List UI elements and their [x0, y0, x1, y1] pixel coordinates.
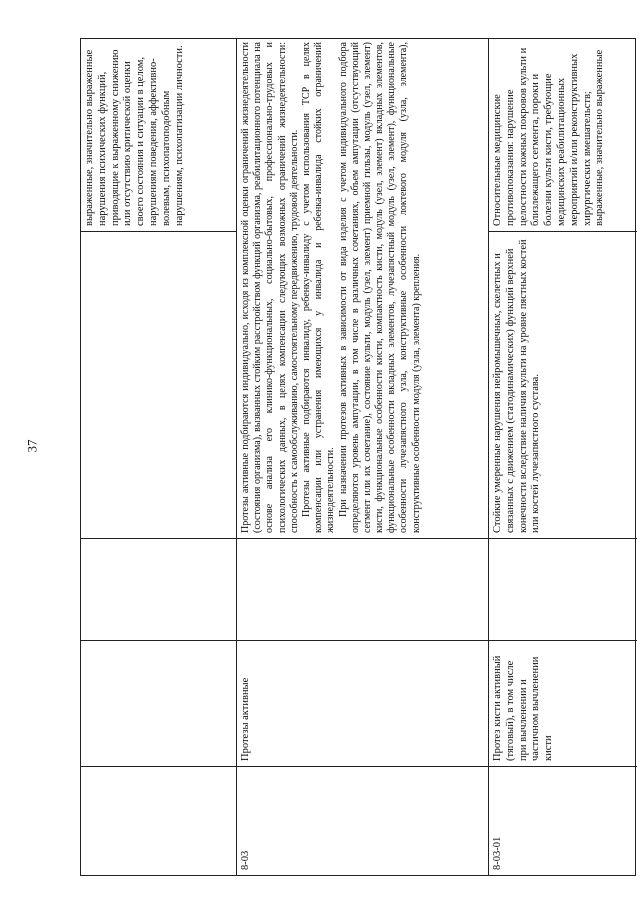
indication-cell: Стойкие умеренные нарушения нейромышечных, скелетных и связанных с движением (статодинамических) функций верхней конечности вследствие наличия культи на уровне пястных костей или костей лучезапястного сустава.: [489, 232, 637, 539]
indication-cell: [81, 539, 236, 641]
table-container: [80, 38, 636, 876]
contraindication-cell: [81, 37, 236, 232]
table-row: [489, 39, 637, 875]
name-cell: [81, 641, 236, 767]
name-cell: Протез кисти активный (тяговый), в том числе при вычленении и частичном вычленении кисти: [489, 641, 637, 767]
code-cell: 8-03-01: [492, 836, 503, 870]
table-row: [81, 39, 237, 875]
page-number: 37: [24, 439, 40, 453]
medical-devices-table: [80, 38, 636, 876]
table-row: [237, 39, 489, 875]
description-paragraph: Протезы активные подбираются индивидуально, исходя из комплексной оценки ограничений жизнедеятельности (состояния организма), вызванных стойким расстройством функций организма, реабилитационного потенциала на основе анализа его клинико-функциональных, социально-бытовых, профессионально-трудовых и психологических данных, в целях компенсации следующих возможных ограничений жизнедеятельности: способность к самообслуживанию, самостоятельному передвижению, трудовой деятельности.: [240, 42, 300, 533]
description-cell: [237, 37, 488, 539]
description-paragraph: При назначении протезов активных в зависимости от вида изделия с учетом индивидуального подбора определяются уровень ампутации, в том числе в различных сочетаниях, объем ампутации (отсутствующий сегмент или их сочетание), состояние культи, модуль (узел, элемент) приемной гильзы, модуль (узел, элемент) кисти, функциональные особенности кисти, компактность кисти, модуль (узел, элемент) вкладных элементов, функциональные особенности вкладных элементов, лучезапястный модуль (узел, элемент), функциональные особенности лучезапястного узла, конструктивные особенности локтевого модуля (узла, элемента), конструктивные особенности модуля (узла, элемента) крепления.: [337, 42, 422, 533]
contraindication-text: выраженные, значительно выраженные нарушения психических функций, приводящие к выраженному снижению или отсутствию критической оценки своего состояния и ситуации в целом, нарушениям поведения, аффективно-волевым, психопатоподобным нарушениям, психопатизации личности.: [84, 45, 185, 226]
contraindication-cell: Относительные медицинские противопоказания: нарушение целостности кожных покровов культи и близлежащего сегмента, пороки и болезни культи кисти, требующие медицинских реабилитационных мероприятий и/или реконструктивных хирургических вмешательств; выраженные, значительно выраженные: [489, 37, 637, 232]
indication-cell: [237, 539, 488, 641]
description-cell: [81, 232, 236, 539]
spacer-cell: [489, 539, 637, 641]
code-cell: [81, 767, 236, 875]
description-paragraph: Протезы активные подбираются инвалиду, ребенку-инвалиду с учетом использования ТСР в целях компенсации или устранения имеющихся у инвалида и ребенка-инвалида стойких ограничений жизнедеятельности.: [300, 42, 337, 533]
code-cell: 8-03: [240, 850, 251, 870]
name-cell: Протезы активные: [237, 641, 488, 767]
